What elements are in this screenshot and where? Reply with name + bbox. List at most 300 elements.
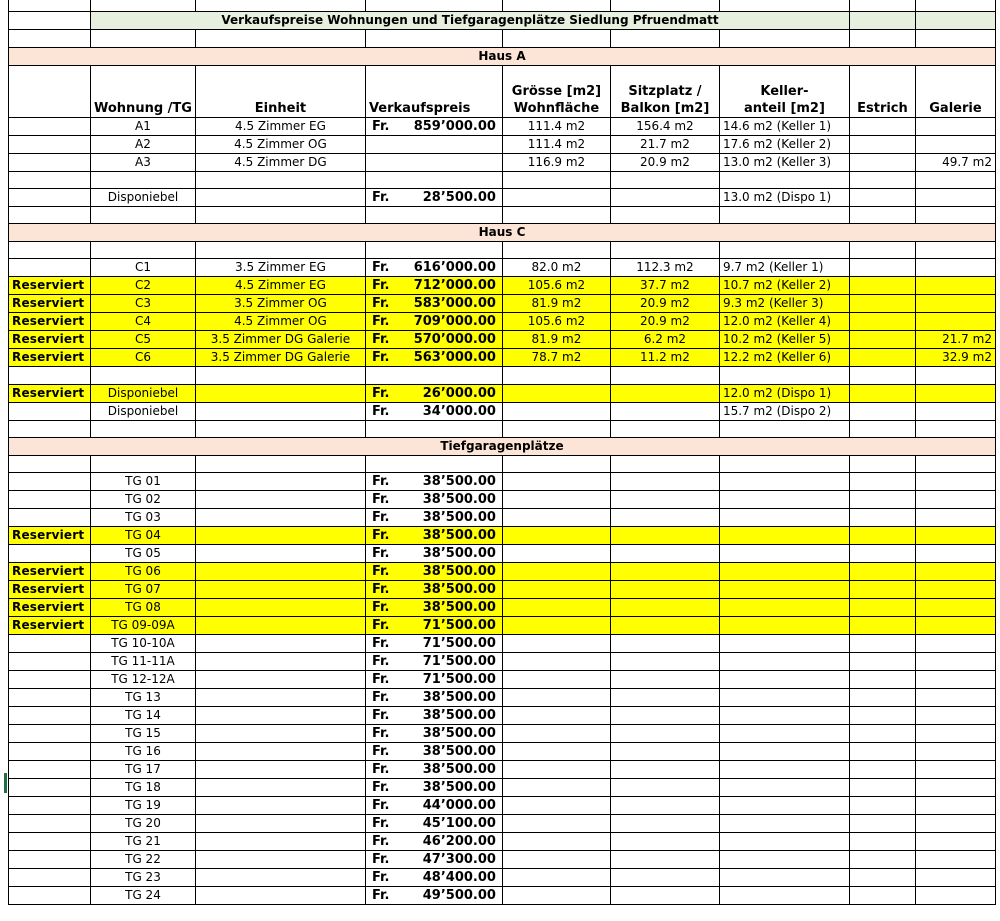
unit-type[interactable]: 4.5 Zimmer EG: [195, 117, 365, 135]
reserved-badge[interactable]: [9, 833, 91, 851]
size-cell[interactable]: [502, 491, 610, 509]
cellar-cell[interactable]: 13.0 m2 (Dispo 1): [719, 188, 849, 206]
galerie-cell[interactable]: [915, 689, 995, 707]
parking-id[interactable]: TG 14: [91, 707, 196, 725]
cellar-cell[interactable]: 15.7 m2 (Dispo 2): [719, 402, 849, 420]
balcony-cell[interactable]: [610, 563, 719, 581]
unit-type[interactable]: [195, 563, 365, 581]
empty-cell[interactable]: [719, 30, 849, 47]
header-estrich[interactable]: Estrich: [849, 65, 915, 117]
empty-cell[interactable]: [365, 30, 502, 47]
empty-cell[interactable]: [195, 455, 365, 472]
price-cell[interactable]: [365, 545, 502, 563]
size-cell[interactable]: 81.9 m2: [502, 331, 610, 349]
price-cell[interactable]: [365, 331, 502, 349]
price-cell[interactable]: [365, 707, 502, 725]
unit-type[interactable]: [195, 635, 365, 653]
parking-id[interactable]: TG 16: [91, 743, 196, 761]
reserved-badge[interactable]: Reserviert: [9, 295, 91, 313]
balcony-cell[interactable]: 20.9 m2: [610, 295, 719, 313]
galerie-cell[interactable]: [915, 188, 995, 206]
size-cell[interactable]: [502, 869, 610, 887]
empty-cell[interactable]: [9, 65, 91, 117]
galerie-cell[interactable]: [915, 851, 995, 869]
unit-type[interactable]: 3.5 Zimmer DG Galerie: [195, 331, 365, 349]
parking-id[interactable]: TG 21: [91, 833, 196, 851]
unit-type[interactable]: [195, 869, 365, 887]
empty-cell[interactable]: [91, 367, 196, 384]
section-header-haus-a[interactable]: Haus A: [9, 47, 996, 65]
empty-cell[interactable]: [610, 420, 719, 437]
price-cell[interactable]: [365, 797, 502, 815]
unit-type[interactable]: [195, 707, 365, 725]
price-cell[interactable]: [365, 743, 502, 761]
price-cell[interactable]: [365, 277, 502, 295]
empty-cell[interactable]: [849, 420, 915, 437]
size-cell[interactable]: [502, 509, 610, 527]
estrich-cell[interactable]: [849, 797, 915, 815]
estrich-cell[interactable]: [849, 617, 915, 635]
size-cell[interactable]: [502, 384, 610, 402]
price-cell[interactable]: [365, 402, 502, 420]
cellar-cell[interactable]: [719, 689, 849, 707]
price-cell[interactable]: [365, 384, 502, 402]
size-cell[interactable]: 82.0 m2: [502, 259, 610, 277]
parking-id[interactable]: TG 12-12A: [91, 671, 196, 689]
galerie-cell[interactable]: [915, 671, 995, 689]
empty-cell[interactable]: [610, 30, 719, 47]
price-cell[interactable]: [365, 869, 502, 887]
cellar-cell[interactable]: 12.0 m2 (Dispo 1): [719, 384, 849, 402]
empty-cell[interactable]: [195, 30, 365, 47]
empty-cell[interactable]: [91, 242, 196, 259]
parking-id[interactable]: TG 03: [91, 509, 196, 527]
galerie-cell[interactable]: [915, 887, 995, 905]
empty-cell[interactable]: [502, 420, 610, 437]
balcony-cell[interactable]: [610, 635, 719, 653]
reserved-badge[interactable]: [9, 797, 91, 815]
reserved-badge[interactable]: Reserviert: [9, 563, 91, 581]
size-cell[interactable]: [502, 545, 610, 563]
estrich-cell[interactable]: [849, 689, 915, 707]
cellar-cell[interactable]: [719, 671, 849, 689]
estrich-cell[interactable]: [849, 509, 915, 527]
empty-cell[interactable]: [502, 30, 610, 47]
galerie-cell[interactable]: [915, 491, 995, 509]
empty-cell[interactable]: [502, 0, 610, 12]
size-cell[interactable]: [502, 473, 610, 491]
unit-type[interactable]: [195, 599, 365, 617]
balcony-cell[interactable]: [610, 599, 719, 617]
galerie-cell[interactable]: [915, 617, 995, 635]
cellar-cell[interactable]: 12.0 m2 (Keller 4): [719, 313, 849, 331]
galerie-cell[interactable]: [915, 743, 995, 761]
empty-cell[interactable]: [9, 420, 91, 437]
cellar-cell[interactable]: [719, 563, 849, 581]
parking-id[interactable]: TG 08: [91, 599, 196, 617]
estrich-cell[interactable]: [849, 277, 915, 295]
unit-type[interactable]: 3.5 Zimmer DG Galerie: [195, 349, 365, 367]
empty-cell[interactable]: [719, 455, 849, 472]
empty-cell[interactable]: [9, 0, 91, 12]
price-cell[interactable]: [365, 617, 502, 635]
balcony-cell[interactable]: [610, 384, 719, 402]
empty-cell[interactable]: [849, 30, 915, 47]
empty-cell[interactable]: [502, 367, 610, 384]
header-verkaufspreis[interactable]: Verkaufspreis: [365, 65, 502, 117]
estrich-cell[interactable]: [849, 635, 915, 653]
parking-id[interactable]: TG 19: [91, 797, 196, 815]
unit-type[interactable]: [195, 527, 365, 545]
unit-type[interactable]: [195, 545, 365, 563]
balcony-cell[interactable]: 11.2 m2: [610, 349, 719, 367]
size-cell[interactable]: [502, 527, 610, 545]
cellar-cell[interactable]: [719, 761, 849, 779]
empty-cell[interactable]: [502, 242, 610, 259]
unit-type[interactable]: [195, 653, 365, 671]
balcony-cell[interactable]: [610, 653, 719, 671]
balcony-cell[interactable]: [610, 509, 719, 527]
parking-id[interactable]: TG 20: [91, 815, 196, 833]
estrich-cell[interactable]: [849, 887, 915, 905]
cellar-cell[interactable]: 10.7 m2 (Keller 2): [719, 277, 849, 295]
unit-id[interactable]: A1: [91, 117, 196, 135]
price-cell[interactable]: [365, 117, 502, 135]
balcony-cell[interactable]: [610, 491, 719, 509]
section-header-tg[interactable]: Tiefgaragenplätze: [9, 437, 996, 455]
estrich-cell[interactable]: [849, 581, 915, 599]
galerie-cell[interactable]: [915, 707, 995, 725]
cellar-cell[interactable]: [719, 815, 849, 833]
cellar-cell[interactable]: 9.7 m2 (Keller 1): [719, 259, 849, 277]
empty-cell[interactable]: [91, 206, 196, 223]
unit-id[interactable]: C5: [91, 331, 196, 349]
estrich-cell[interactable]: [849, 779, 915, 797]
empty-cell[interactable]: [91, 30, 196, 47]
price-cell[interactable]: [365, 188, 502, 206]
balcony-cell[interactable]: [610, 779, 719, 797]
empty-cell[interactable]: [610, 455, 719, 472]
size-cell[interactable]: [502, 833, 610, 851]
empty-cell[interactable]: [365, 455, 502, 472]
price-cell[interactable]: [365, 779, 502, 797]
unit-type[interactable]: [195, 761, 365, 779]
estrich-cell[interactable]: [849, 188, 915, 206]
size-cell[interactable]: 111.4 m2: [502, 135, 610, 153]
size-cell[interactable]: [502, 635, 610, 653]
balcony-cell[interactable]: [610, 527, 719, 545]
empty-cell[interactable]: [610, 242, 719, 259]
empty-cell[interactable]: [610, 0, 719, 12]
reserved-badge[interactable]: [9, 473, 91, 491]
empty-cell[interactable]: [719, 367, 849, 384]
estrich-cell[interactable]: [849, 384, 915, 402]
unit-type[interactable]: [195, 509, 365, 527]
size-cell[interactable]: 111.4 m2: [502, 117, 610, 135]
estrich-cell[interactable]: [849, 599, 915, 617]
reserved-cell[interactable]: [9, 153, 91, 171]
reserved-badge[interactable]: Reserviert: [9, 599, 91, 617]
balcony-cell[interactable]: [610, 887, 719, 905]
parking-id[interactable]: TG 09-09A: [91, 617, 196, 635]
cellar-cell[interactable]: [719, 473, 849, 491]
reserved-badge[interactable]: [9, 402, 91, 420]
reserved-badge[interactable]: [9, 887, 91, 905]
unit-type[interactable]: 3.5 Zimmer EG: [195, 259, 365, 277]
price-cell[interactable]: [365, 135, 502, 153]
galerie-cell[interactable]: [915, 599, 995, 617]
price-cell[interactable]: [365, 349, 502, 367]
empty-cell[interactable]: [610, 367, 719, 384]
unit-type[interactable]: [195, 815, 365, 833]
galerie-cell[interactable]: [915, 527, 995, 545]
balcony-cell[interactable]: 6.2 m2: [610, 331, 719, 349]
price-cell[interactable]: [365, 635, 502, 653]
reserved-badge[interactable]: [9, 653, 91, 671]
size-cell[interactable]: [502, 188, 610, 206]
reserved-cell[interactable]: [9, 135, 91, 153]
empty-cell[interactable]: [915, 12, 995, 30]
estrich-cell[interactable]: [849, 833, 915, 851]
estrich-cell[interactable]: [849, 851, 915, 869]
estrich-cell[interactable]: [849, 545, 915, 563]
reserved-badge[interactable]: [9, 743, 91, 761]
reserved-cell[interactable]: [9, 117, 91, 135]
parking-id[interactable]: TG 02: [91, 491, 196, 509]
cellar-cell[interactable]: [719, 635, 849, 653]
galerie-cell[interactable]: [915, 653, 995, 671]
estrich-cell[interactable]: [849, 743, 915, 761]
price-cell[interactable]: [365, 563, 502, 581]
cellar-cell[interactable]: [719, 491, 849, 509]
header-keller[interactable]: [719, 65, 849, 117]
price-cell[interactable]: [365, 833, 502, 851]
size-cell[interactable]: [502, 671, 610, 689]
empty-cell[interactable]: [9, 455, 91, 472]
empty-cell[interactable]: [915, 30, 995, 47]
size-cell[interactable]: [502, 563, 610, 581]
unit-type[interactable]: [195, 671, 365, 689]
estrich-cell[interactable]: [849, 295, 915, 313]
empty-cell[interactable]: [610, 206, 719, 223]
price-cell[interactable]: [365, 599, 502, 617]
balcony-cell[interactable]: [610, 797, 719, 815]
parking-id[interactable]: TG 05: [91, 545, 196, 563]
estrich-cell[interactable]: [849, 725, 915, 743]
empty-cell[interactable]: [9, 12, 91, 30]
size-cell[interactable]: 78.7 m2: [502, 349, 610, 367]
estrich-cell[interactable]: [849, 259, 915, 277]
cellar-cell[interactable]: [719, 527, 849, 545]
cellar-cell[interactable]: 10.2 m2 (Keller 5): [719, 331, 849, 349]
empty-cell[interactable]: [365, 0, 502, 12]
empty-cell[interactable]: [9, 30, 91, 47]
unit-id[interactable]: C6: [91, 349, 196, 367]
empty-cell[interactable]: [849, 206, 915, 223]
unit-type[interactable]: [195, 797, 365, 815]
cellar-cell[interactable]: 13.0 m2 (Keller 3): [719, 153, 849, 171]
reserved-badge[interactable]: [9, 761, 91, 779]
estrich-cell[interactable]: [849, 527, 915, 545]
balcony-cell[interactable]: 20.9 m2: [610, 313, 719, 331]
unit-id[interactable]: A2: [91, 135, 196, 153]
empty-cell[interactable]: [91, 420, 196, 437]
size-cell[interactable]: [502, 725, 610, 743]
reserved-badge[interactable]: Reserviert: [9, 581, 91, 599]
reserved-badge[interactable]: [9, 545, 91, 563]
estrich-cell[interactable]: [849, 153, 915, 171]
galerie-cell[interactable]: [915, 545, 995, 563]
reserved-badge[interactable]: Reserviert: [9, 384, 91, 402]
unit-type[interactable]: 4.5 Zimmer OG: [195, 313, 365, 331]
cellar-cell[interactable]: [719, 545, 849, 563]
parking-id[interactable]: TG 15: [91, 725, 196, 743]
cellar-cell[interactable]: [719, 743, 849, 761]
reserved-badge[interactable]: [9, 851, 91, 869]
balcony-cell[interactable]: [610, 473, 719, 491]
unit-type[interactable]: [195, 491, 365, 509]
empty-cell[interactable]: [365, 367, 502, 384]
estrich-cell[interactable]: [849, 563, 915, 581]
unit-id[interactable]: Disponiebel: [91, 384, 196, 402]
estrich-cell[interactable]: [849, 313, 915, 331]
unit-type[interactable]: 4.5 Zimmer OG: [195, 135, 365, 153]
price-cell[interactable]: [365, 259, 502, 277]
parking-id[interactable]: TG 13: [91, 689, 196, 707]
empty-cell[interactable]: [365, 242, 502, 259]
reserved-badge[interactable]: Reserviert: [9, 527, 91, 545]
price-cell[interactable]: [365, 527, 502, 545]
reserved-badge[interactable]: Reserviert: [9, 277, 91, 295]
empty-cell[interactable]: [195, 367, 365, 384]
balcony-cell[interactable]: 20.9 m2: [610, 153, 719, 171]
unit-id[interactable]: C1: [91, 259, 196, 277]
estrich-cell[interactable]: [849, 671, 915, 689]
empty-cell[interactable]: [610, 171, 719, 188]
empty-cell[interactable]: [719, 171, 849, 188]
empty-cell[interactable]: [849, 242, 915, 259]
size-cell[interactable]: 81.9 m2: [502, 295, 610, 313]
size-cell[interactable]: [502, 402, 610, 420]
empty-cell[interactable]: [502, 455, 610, 472]
unit-id[interactable]: C4: [91, 313, 196, 331]
parking-id[interactable]: TG 11-11A: [91, 653, 196, 671]
galerie-cell[interactable]: [915, 581, 995, 599]
galerie-cell[interactable]: [915, 402, 995, 420]
size-cell[interactable]: [502, 797, 610, 815]
parking-id[interactable]: TG 10-10A: [91, 635, 196, 653]
reserved-badge[interactable]: Reserviert: [9, 331, 91, 349]
balcony-cell[interactable]: [610, 743, 719, 761]
galerie-cell[interactable]: [915, 295, 995, 313]
balcony-cell[interactable]: [610, 671, 719, 689]
empty-cell[interactable]: [365, 420, 502, 437]
cellar-cell[interactable]: [719, 887, 849, 905]
balcony-cell[interactable]: 112.3 m2: [610, 259, 719, 277]
estrich-cell[interactable]: [849, 869, 915, 887]
galerie-cell[interactable]: 49.7 m2: [915, 153, 995, 171]
cellar-cell[interactable]: [719, 599, 849, 617]
galerie-cell[interactable]: [915, 779, 995, 797]
unit-id[interactable]: A3: [91, 153, 196, 171]
size-cell[interactable]: [502, 581, 610, 599]
cellar-cell[interactable]: [719, 617, 849, 635]
size-cell[interactable]: [502, 653, 610, 671]
empty-cell[interactable]: [195, 0, 365, 12]
parking-id[interactable]: TG 24: [91, 887, 196, 905]
estrich-cell[interactable]: [849, 349, 915, 367]
galerie-cell[interactable]: [915, 869, 995, 887]
reserved-badge[interactable]: [9, 815, 91, 833]
unit-type[interactable]: [195, 689, 365, 707]
empty-cell[interactable]: [195, 420, 365, 437]
price-cell[interactable]: [365, 851, 502, 869]
reserved-badge[interactable]: Reserviert: [9, 349, 91, 367]
balcony-cell[interactable]: [610, 707, 719, 725]
empty-cell[interactable]: [195, 171, 365, 188]
empty-cell[interactable]: [9, 367, 91, 384]
balcony-cell[interactable]: [610, 617, 719, 635]
cellar-cell[interactable]: [719, 707, 849, 725]
estrich-cell[interactable]: [849, 331, 915, 349]
reserved-badge[interactable]: [9, 259, 91, 277]
size-cell[interactable]: 105.6 m2: [502, 313, 610, 331]
cellar-cell[interactable]: 17.6 m2 (Keller 2): [719, 135, 849, 153]
balcony-cell[interactable]: [610, 851, 719, 869]
balcony-cell[interactable]: [610, 761, 719, 779]
estrich-cell[interactable]: [849, 761, 915, 779]
size-cell[interactable]: 116.9 m2: [502, 153, 610, 171]
price-cell[interactable]: [365, 761, 502, 779]
cellar-cell[interactable]: [719, 581, 849, 599]
price-cell[interactable]: [365, 153, 502, 171]
price-cell[interactable]: [365, 725, 502, 743]
empty-cell[interactable]: [849, 455, 915, 472]
empty-cell[interactable]: [849, 171, 915, 188]
unit-type[interactable]: 4.5 Zimmer DG: [195, 153, 365, 171]
empty-cell[interactable]: [915, 367, 995, 384]
balcony-cell[interactable]: [610, 402, 719, 420]
unit-type[interactable]: [195, 725, 365, 743]
estrich-cell[interactable]: [849, 815, 915, 833]
reserved-badge[interactable]: Reserviert: [9, 313, 91, 331]
galerie-cell[interactable]: [915, 277, 995, 295]
unit-type[interactable]: [195, 473, 365, 491]
empty-cell[interactable]: [915, 0, 995, 12]
size-cell[interactable]: [502, 707, 610, 725]
cellar-cell[interactable]: 9.3 m2 (Keller 3): [719, 295, 849, 313]
reserved-badge[interactable]: [9, 509, 91, 527]
cellar-cell[interactable]: [719, 653, 849, 671]
header-einheit[interactable]: Einheit: [195, 65, 365, 117]
size-cell[interactable]: 105.6 m2: [502, 277, 610, 295]
size-cell[interactable]: [502, 761, 610, 779]
size-cell[interactable]: [502, 851, 610, 869]
unit-type[interactable]: [195, 851, 365, 869]
galerie-cell[interactable]: [915, 473, 995, 491]
unit-type[interactable]: 4.5 Zimmer EG: [195, 277, 365, 295]
parking-id[interactable]: TG 01: [91, 473, 196, 491]
empty-cell[interactable]: [849, 0, 915, 12]
reserved-badge[interactable]: [9, 491, 91, 509]
galerie-cell[interactable]: [915, 135, 995, 153]
price-cell[interactable]: [365, 689, 502, 707]
size-cell[interactable]: [502, 689, 610, 707]
header-galerie[interactable]: Galerie: [915, 65, 995, 117]
estrich-cell[interactable]: [849, 707, 915, 725]
parking-id[interactable]: TG 06: [91, 563, 196, 581]
empty-cell[interactable]: [719, 206, 849, 223]
